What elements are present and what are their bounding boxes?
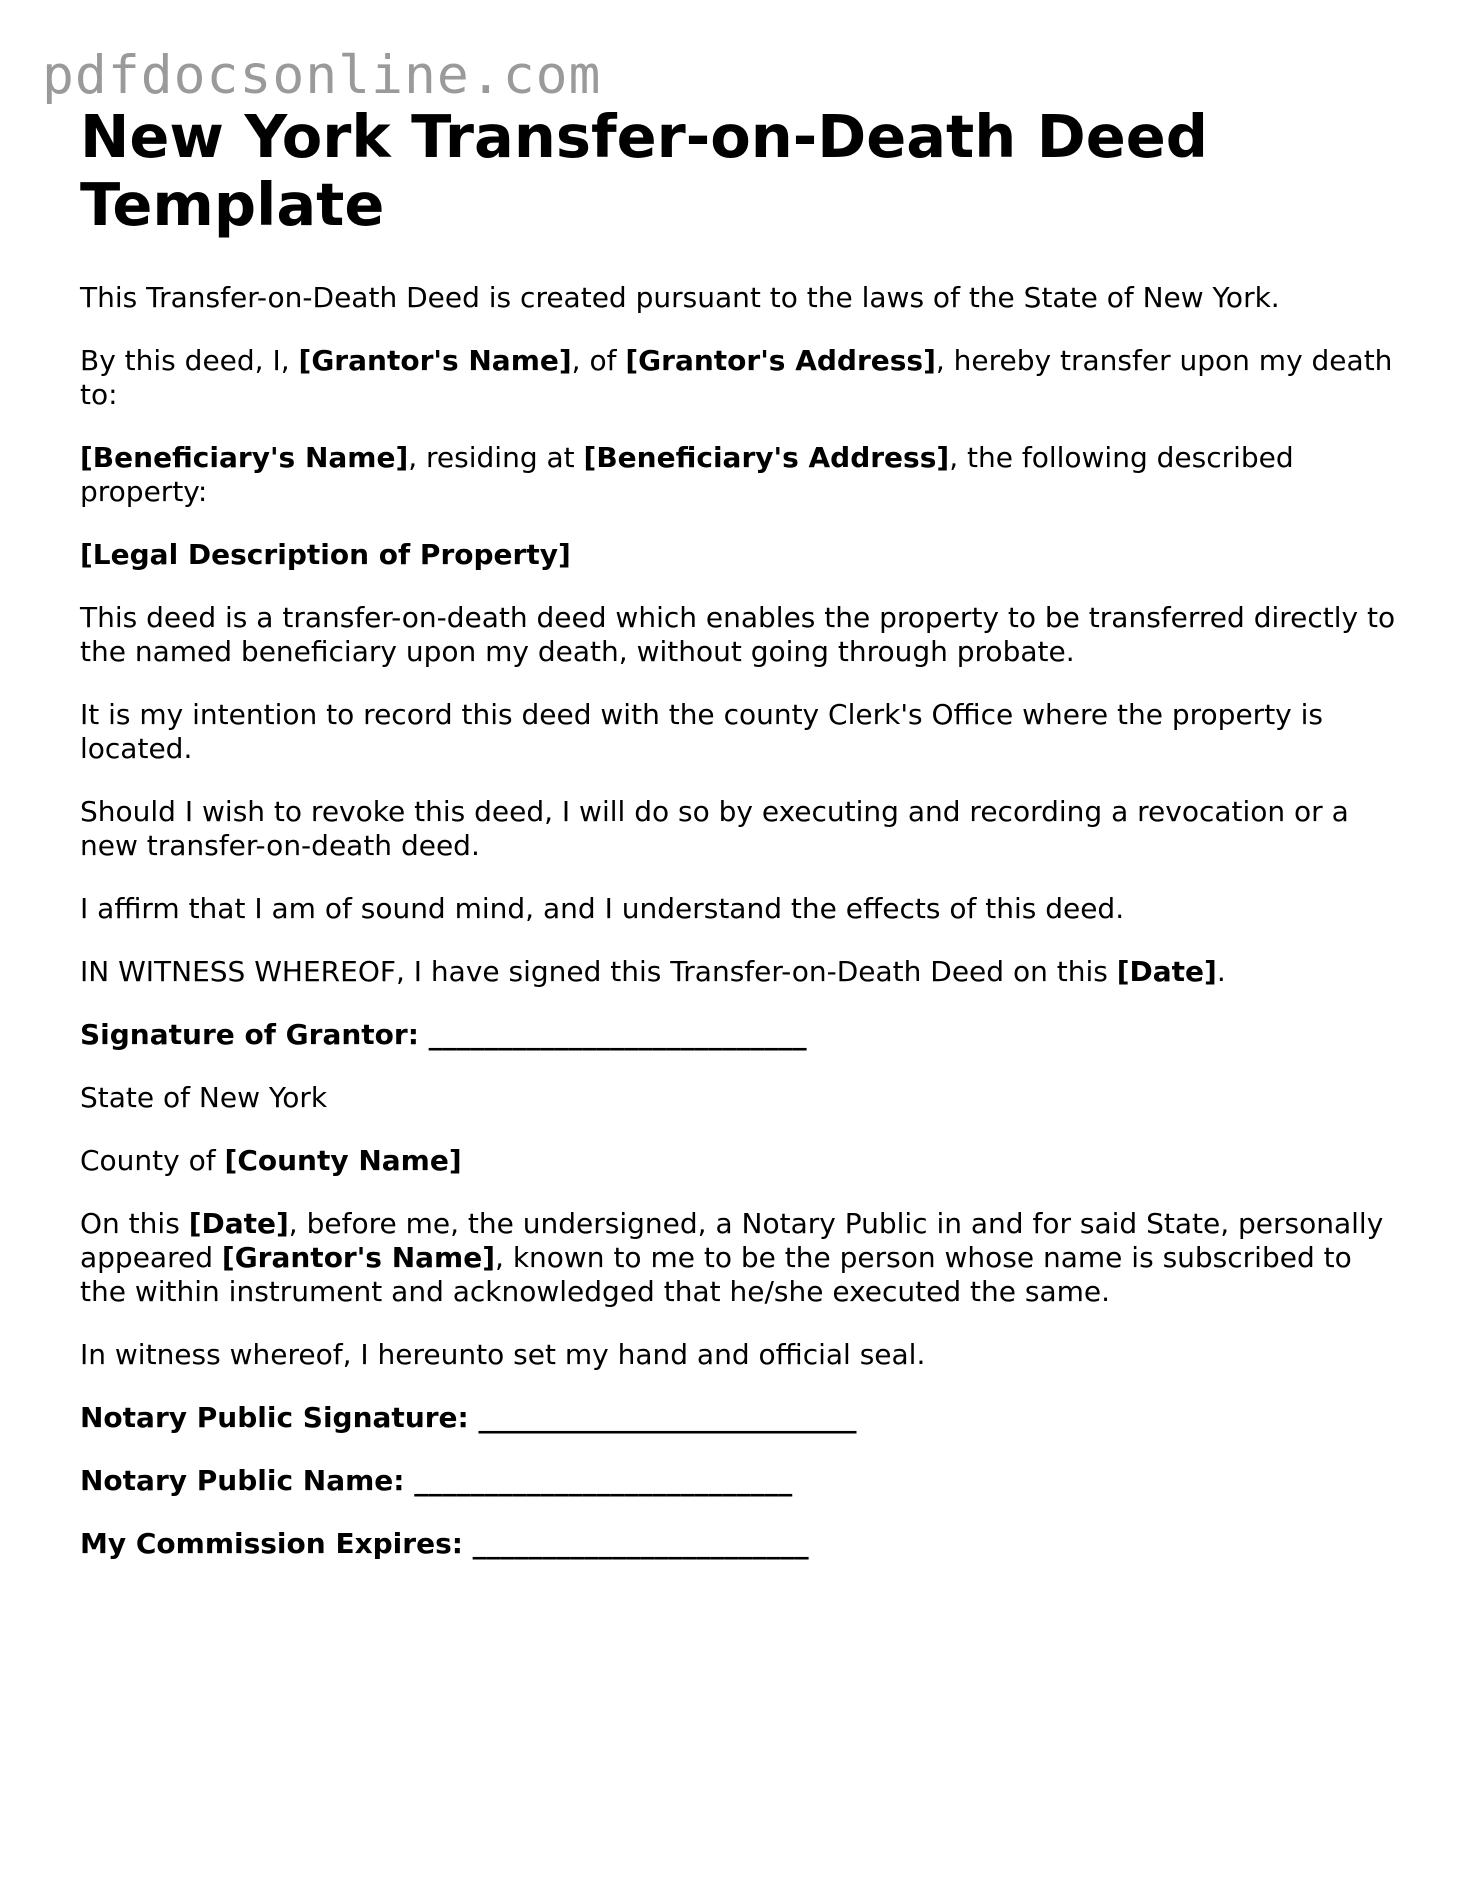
deed-purpose-paragraph: This deed is a transfer-on-death deed which enables the property to be transferred directly to the named beneficiary upon my death, without going through probate.: [80, 601, 1396, 668]
text-span: On this: [80, 1207, 189, 1240]
grantor-name-placeholder: [Grantor's Name]: [298, 344, 572, 377]
recording-intention-paragraph: It is my intention to record this deed with the county Clerk's Office where the property is located.: [80, 698, 1324, 765]
date-placeholder: [Date]: [1116, 955, 1217, 988]
text-span: , hereby transfer upon my death to:: [80, 344, 1393, 411]
legal-description-placeholder: [80, 538, 1400, 572]
notary-name-label: Notary Public Name: ___________________________: [80, 1464, 793, 1497]
beneficiary-name-placeholder: [Beneficiary's Name]: [80, 441, 409, 474]
commission-expires-line: [80, 1527, 1400, 1561]
grantor-paragraph: [80, 344, 1400, 412]
beneficiary-paragraph: [80, 441, 1400, 509]
notary-acknowledgment-paragraph: [80, 1207, 1400, 1309]
notary-signature-line: [80, 1401, 1400, 1435]
text-span: By this deed, I,: [80, 344, 299, 377]
county-line: [80, 1144, 1400, 1178]
grantor-address-placeholder: [Grantor's Address]: [625, 344, 936, 377]
watermark: pdfdocsonline.com: [42, 45, 602, 106]
text-span: .: [1216, 955, 1226, 988]
grantor-signature-label: Signature of Grantor: ___________________________: [80, 1018, 807, 1051]
beneficiary-address-placeholder: [Beneficiary's Address]: [583, 441, 950, 474]
text-span: County of: [80, 1144, 225, 1177]
text-span: , known to me to be the person whose name is subscribed to the within instrument and acknowledged that he/she executed the same.: [80, 1241, 1352, 1308]
grantor-name-placeholder: [Grantor's Name]: [221, 1241, 496, 1274]
commission-expires-label: My Commission Expires: ________________________: [80, 1527, 809, 1560]
state-line: State of New York: [80, 1081, 328, 1114]
revocation-paragraph: Should I wish to revoke this deed, I will do so by executing and recording a revocation or a new transfer-on-death deed.: [80, 795, 1349, 862]
county-name-placeholder: [County Name]: [224, 1144, 462, 1177]
text-span: IN WITNESS WHEREOF, I have signed this Transfer-on-Death Deed on this: [80, 955, 1117, 988]
legal-description-label: [Legal Description of Property]: [80, 538, 571, 571]
sound-mind-paragraph: I affirm that I am of sound mind, and I understand the effects of this deed.: [80, 892, 1125, 925]
text-span: , of: [571, 344, 626, 377]
text-span: , residing at: [408, 441, 584, 474]
document-body: [80, 103, 1400, 1590]
text-span: , the following described property:: [80, 441, 1294, 508]
text-span: , before me, the undersigned, a Notary Public in and for said State, personally appeared: [80, 1207, 1384, 1274]
document-title: New York Transfer-on-Death Deed Template: [80, 102, 1209, 239]
date-placeholder: [Date]: [188, 1207, 289, 1240]
intro-paragraph: This Transfer-on-Death Deed is created pursuant to the laws of the State of New York.: [80, 281, 1280, 314]
witness-paragraph: [80, 955, 1400, 989]
official-seal-paragraph: In witness whereof, I hereunto set my hand and official seal.: [80, 1338, 926, 1371]
notary-signature-label: Notary Public Signature: ___________________________: [80, 1401, 857, 1434]
notary-name-line: [80, 1464, 1400, 1498]
grantor-signature-line: [80, 1018, 1400, 1052]
